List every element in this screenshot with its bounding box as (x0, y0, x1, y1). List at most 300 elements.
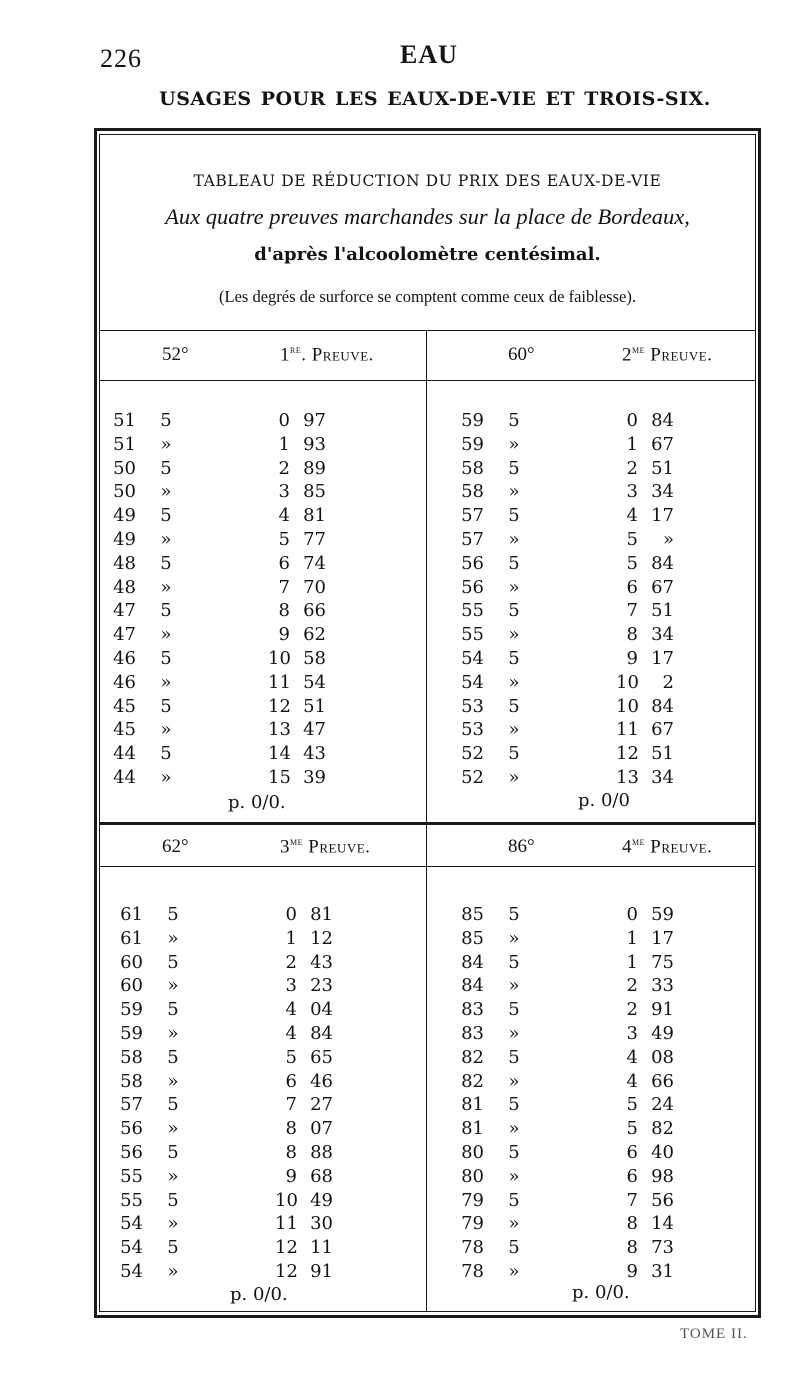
degree-cell: 55 (120, 1165, 143, 1187)
price-francs-cell: 9 (626, 648, 638, 669)
price-centimes-cell: 24 (651, 1094, 674, 1116)
price-centimes-cell: 33 (651, 975, 674, 997)
degree-cell: 55 (461, 600, 484, 622)
table-row (456, 743, 756, 767)
half-degree-cell: » (508, 1165, 520, 1187)
degree-cell: 61 (120, 927, 143, 949)
half-degree-cell: » (508, 1261, 520, 1282)
table-row (108, 458, 408, 482)
half-degree-cell: 5 (508, 505, 520, 527)
price-francs-cell: 5 (626, 1118, 638, 1140)
price-francs-cell: 8 (626, 624, 638, 646)
half-degree-cell: 5 (160, 552, 172, 574)
price-centimes-cell: 89 (303, 457, 326, 479)
price-francs-cell: 11 (616, 719, 639, 741)
table-row (115, 999, 415, 1023)
price-centimes-cell: » (662, 529, 674, 550)
price-centimes-cell: 82 (651, 1118, 674, 1140)
half-degree-cell: 5 (160, 695, 172, 717)
table-row (108, 743, 408, 767)
degree-cell: 83 (461, 999, 484, 1021)
table-row (115, 1094, 415, 1118)
degree-cell: 51 (113, 410, 136, 431)
block-3-proof: $3^{me}$ Preuve. (280, 836, 371, 858)
half-degree-cell: 5 (160, 743, 172, 765)
price-centimes-cell: 04 (310, 999, 333, 1021)
degree-cell: 58 (461, 481, 484, 503)
price-francs-cell: 2 (626, 999, 638, 1021)
block-1-proof: 1re. Preuve. (280, 344, 374, 366)
half-degree-cell: » (508, 1070, 520, 1092)
table-row (115, 1142, 415, 1166)
table-row (108, 481, 408, 505)
degree-cell: 53 (461, 695, 484, 717)
half-degree-cell: 5 (508, 1142, 520, 1163)
price-francs-cell: 12 (275, 1261, 298, 1282)
price-francs-cell: 1 (278, 433, 290, 455)
half-degree-cell: » (160, 576, 172, 598)
half-degree-cell: » (167, 1213, 179, 1235)
table-row (456, 1190, 756, 1214)
price-francs-cell: 3 (626, 481, 638, 503)
table-row (115, 904, 415, 928)
price-centimes-cell: 43 (303, 743, 326, 765)
price-francs-cell: 6 (626, 1142, 638, 1163)
table-row (108, 553, 408, 577)
half-degree-cell: 5 (508, 904, 520, 925)
half-degree-cell: 5 (508, 1094, 520, 1116)
price-francs-cell: 1 (285, 927, 297, 949)
degree-cell: 54 (461, 648, 484, 669)
degree-cell: 82 (461, 1070, 484, 1092)
price-francs-cell: 3 (285, 975, 297, 997)
degree-cell: 44 (113, 767, 136, 788)
price-francs-cell: 8 (285, 1142, 297, 1163)
price-centimes-cell: 58 (303, 648, 326, 669)
table-subtitle: Aux quatre preuves marchandes sur la place de Bordeaux, (165, 204, 690, 229)
price-centimes-cell: 17 (651, 927, 674, 949)
price-francs-cell: 7 (626, 600, 638, 622)
table-row (108, 696, 408, 720)
half-degree-cell: » (508, 767, 520, 788)
degree-cell: 54 (120, 1237, 143, 1259)
degree-cell: 50 (113, 481, 136, 503)
degree-cell: 59 (461, 433, 484, 455)
degree-cell: 51 (113, 433, 136, 455)
table-row (456, 904, 756, 928)
degree-cell: 82 (461, 1046, 484, 1068)
degree-cell: 45 (113, 695, 136, 717)
table-row (108, 719, 408, 743)
degree-cell: 56 (120, 1118, 143, 1140)
price-francs-cell: 7 (285, 1094, 297, 1116)
table-row (108, 624, 408, 648)
degree-cell: 56 (461, 576, 484, 598)
price-francs-cell: 6 (626, 576, 638, 598)
degree-cell: 83 (461, 1023, 484, 1044)
table-method: d'après l'alcoolomètre centésimal. (254, 244, 601, 265)
degree-cell: 52 (461, 767, 484, 788)
price-francs-cell: 4 (285, 1023, 297, 1044)
price-centimes-cell: 40 (651, 1142, 674, 1163)
degree-cell: 44 (113, 743, 136, 765)
table-row (456, 1094, 756, 1118)
half-degree-cell: 5 (167, 1189, 179, 1211)
degree-cell: 60 (120, 951, 143, 973)
price-francs-cell: 0 (626, 904, 638, 925)
half-degree-cell: 5 (508, 1237, 520, 1259)
price-centimes-cell: 47 (303, 719, 326, 741)
degree-cell: 85 (461, 904, 484, 925)
running-title: EAU (400, 40, 458, 69)
table-row (456, 1047, 756, 1071)
degree-cell: 59 (120, 999, 143, 1021)
table-row (456, 553, 756, 577)
degree-cell: 80 (461, 1165, 484, 1187)
price-francs-cell: 10 (616, 695, 639, 717)
degree-cell: 59 (461, 410, 484, 431)
price-francs-cell: 12 (275, 1237, 298, 1259)
half-degree-cell: 5 (167, 999, 179, 1021)
block-2-header (508, 344, 753, 368)
price-centimes-cell: 81 (303, 505, 326, 527)
table-row (456, 999, 756, 1023)
table-row (115, 952, 415, 976)
half-degree-cell: 5 (167, 904, 179, 925)
price-centimes-cell: 98 (651, 1165, 674, 1187)
degree-cell: 49 (113, 529, 136, 550)
price-francs-cell: 5 (626, 1094, 638, 1116)
price-francs-cell: 5 (278, 529, 290, 550)
table-row (456, 952, 756, 976)
degree-cell: 55 (120, 1189, 143, 1211)
half-degree-cell: » (508, 481, 520, 503)
block-3-footer: p. 0/0. (230, 1284, 288, 1305)
price-francs-cell: 0 (285, 904, 297, 925)
price-centimes-cell: 70 (303, 576, 326, 598)
half-degree-cell: » (508, 1118, 520, 1140)
degree-cell: 78 (461, 1237, 484, 1259)
half-degree-cell: 5 (508, 1046, 520, 1068)
price-francs-cell: 15 (268, 767, 291, 788)
page-number: 226 (100, 44, 142, 73)
half-degree-cell: » (167, 1070, 179, 1092)
degree-cell: 49 (113, 505, 136, 527)
price-francs-cell: 6 (626, 1165, 638, 1187)
half-degree-cell: » (508, 719, 520, 741)
table-row (456, 529, 756, 553)
price-francs-cell: 1 (626, 433, 638, 455)
price-centimes-cell: 66 (651, 1070, 674, 1092)
price-centimes-cell: 30 (310, 1213, 333, 1235)
degree-cell: 57 (120, 1094, 143, 1116)
price-francs-cell: 8 (626, 1213, 638, 1235)
half-degree-cell: » (167, 1165, 179, 1187)
price-centimes-cell: 31 (651, 1261, 674, 1282)
rule-header-bottom (99, 380, 756, 381)
table-row (456, 928, 756, 952)
price-centimes-cell: 97 (303, 410, 326, 431)
price-francs-cell: 9 (626, 1261, 638, 1282)
table-row (115, 1190, 415, 1214)
page-signature: TOME II. (680, 1326, 748, 1342)
price-centimes-cell: 34 (651, 624, 674, 646)
half-degree-cell: » (167, 975, 179, 997)
price-centimes-cell: 2 (662, 671, 674, 693)
price-centimes-cell: 93 (303, 433, 326, 455)
price-centimes-cell: 34 (651, 767, 674, 788)
price-francs-cell: 1 (626, 927, 638, 949)
half-degree-cell: » (167, 1261, 179, 1282)
price-centimes-cell: 84 (651, 410, 674, 431)
degree-cell: 46 (113, 671, 136, 693)
price-centimes-cell: 68 (310, 1165, 333, 1187)
half-degree-cell: 5 (160, 410, 172, 431)
half-degree-cell: 5 (508, 410, 520, 431)
price-francs-cell: 8 (285, 1118, 297, 1140)
degree-cell: 56 (120, 1142, 143, 1163)
price-francs-cell: 4 (278, 505, 290, 527)
block-4-degree: 86° (508, 836, 535, 857)
block-2-footer: p. 0/0 (578, 790, 630, 811)
degree-cell: 54 (461, 671, 484, 693)
half-degree-cell: 5 (508, 951, 520, 973)
half-degree-cell: 5 (160, 457, 172, 479)
half-degree-cell: » (508, 975, 520, 997)
price-francs-cell: 11 (268, 671, 291, 693)
half-degree-cell: 5 (160, 648, 172, 669)
table-row (115, 1166, 415, 1190)
block-2-proof: $2^{me}$ Preuve. (622, 344, 713, 366)
half-degree-cell: » (167, 1023, 179, 1044)
price-francs-cell: 0 (626, 410, 638, 431)
price-francs-cell: 13 (616, 767, 639, 788)
degree-cell: 81 (461, 1118, 484, 1140)
price-centimes-cell: 11 (310, 1237, 333, 1259)
half-degree-cell: » (508, 927, 520, 949)
table-row (456, 1213, 756, 1237)
block-1-footer: p. 0/0. (228, 792, 286, 813)
price-centimes-cell: 59 (651, 904, 674, 925)
degree-cell: 47 (113, 624, 136, 646)
table-row (456, 767, 756, 791)
table-row (108, 505, 408, 529)
block-3-degree: 62° (162, 836, 189, 857)
table-row (456, 672, 756, 696)
table-row (456, 1023, 756, 1047)
table-row (456, 481, 756, 505)
price-francs-cell: 5 (626, 552, 638, 574)
price-centimes-cell: 67 (651, 576, 674, 598)
price-francs-cell: 0 (278, 410, 290, 431)
half-degree-cell: » (508, 1023, 520, 1044)
price-centimes-cell: 07 (310, 1118, 333, 1140)
price-centimes-cell: 66 (303, 600, 326, 622)
half-degree-cell: » (160, 433, 172, 455)
price-centimes-cell: 56 (651, 1189, 674, 1211)
table-row (108, 767, 408, 791)
degree-cell: 48 (113, 552, 136, 574)
rule-top (99, 330, 756, 331)
price-centimes-cell: 08 (651, 1046, 674, 1068)
price-centimes-cell: 74 (303, 552, 326, 574)
running-head (100, 40, 720, 80)
table-row (108, 529, 408, 553)
table-row (456, 624, 756, 648)
degree-cell: 85 (461, 927, 484, 949)
block-4-proof: $4^{me}$ Preuve. (622, 836, 713, 858)
table-row (456, 1118, 756, 1142)
half-degree-cell: 5 (167, 1094, 179, 1116)
price-centimes-cell: 23 (310, 975, 333, 997)
block-1-degree: 52° (162, 344, 189, 365)
price-centimes-cell: 73 (651, 1237, 674, 1259)
rule-header-bottom-2 (99, 866, 756, 867)
block-1-header (162, 344, 422, 368)
price-centimes-cell: 12 (310, 927, 333, 949)
price-centimes-cell: 17 (651, 648, 674, 669)
block-3-header (162, 836, 422, 860)
table-row (108, 600, 408, 624)
half-degree-cell: » (508, 529, 520, 550)
price-francs-cell: 11 (275, 1213, 298, 1235)
degree-cell: 79 (461, 1213, 484, 1235)
half-degree-cell: » (160, 767, 172, 788)
table-row (115, 1213, 415, 1237)
half-degree-cell: 5 (508, 1189, 520, 1211)
degree-cell: 50 (113, 457, 136, 479)
half-degree-cell: » (160, 624, 172, 646)
half-degree-cell: » (160, 719, 172, 741)
price-centimes-cell: 54 (303, 671, 326, 693)
block-4-header (508, 836, 753, 860)
degree-cell: 60 (120, 975, 143, 997)
half-degree-cell: 5 (167, 1142, 179, 1163)
degree-cell: 84 (461, 951, 484, 973)
table-row (456, 696, 756, 720)
price-francs-cell: 4 (626, 1070, 638, 1092)
price-centimes-cell: 49 (310, 1189, 333, 1211)
half-degree-cell: » (508, 671, 520, 693)
price-centimes-cell: 62 (303, 624, 326, 646)
price-francs-cell: 3 (278, 481, 290, 503)
price-centimes-cell: 49 (651, 1023, 674, 1044)
price-centimes-cell: 43 (310, 951, 333, 973)
degree-cell: 80 (461, 1142, 484, 1163)
table-row (115, 1071, 415, 1095)
degree-cell: 57 (461, 505, 484, 527)
table-row (115, 1023, 415, 1047)
price-centimes-cell: 39 (303, 767, 326, 788)
price-francs-cell: 5 (285, 1046, 297, 1068)
price-francs-cell: 8 (278, 600, 290, 622)
table-row (108, 410, 408, 434)
price-francs-cell: 2 (285, 951, 297, 973)
table-row (456, 410, 756, 434)
half-degree-cell: » (508, 433, 520, 455)
degree-cell: 78 (461, 1261, 484, 1282)
price-centimes-cell: 67 (651, 433, 674, 455)
block-4-footer: p. 0/0. (572, 1282, 630, 1303)
price-francs-cell: 9 (278, 624, 290, 646)
degree-cell: 84 (461, 975, 484, 997)
table-row (108, 672, 408, 696)
price-francs-cell: 7 (278, 576, 290, 598)
table-heading: TABLEAU DE RÉDUCTION DU PRIX DES EAUX-DE-VIE (193, 172, 662, 190)
half-degree-cell: 5 (508, 600, 520, 622)
table-row (115, 928, 415, 952)
half-degree-cell: 5 (508, 999, 520, 1021)
degree-cell: 58 (120, 1070, 143, 1092)
degree-cell: 47 (113, 600, 136, 622)
table-row (456, 600, 756, 624)
table-row (115, 1118, 415, 1142)
block-2-degree: 60° (508, 344, 535, 365)
table-row (115, 975, 415, 999)
degree-cell: 55 (461, 624, 484, 646)
column-divider (426, 330, 427, 1312)
table-row (115, 1047, 415, 1071)
price-francs-cell: 2 (626, 975, 638, 997)
price-centimes-cell: 14 (651, 1213, 674, 1235)
degree-cell: 79 (461, 1189, 484, 1211)
rule-middle (99, 822, 756, 825)
table-row (115, 1261, 415, 1285)
table-row (115, 1237, 415, 1261)
price-francs-cell: 4 (626, 1046, 638, 1068)
table-note: (Les degrés de surforce se comptent comme ceux de faiblesse). (219, 287, 636, 306)
price-francs-cell: 12 (616, 743, 639, 765)
table-row (108, 648, 408, 672)
degree-cell: 59 (120, 1023, 143, 1044)
table-row (456, 975, 756, 999)
half-degree-cell: » (508, 576, 520, 598)
table-row (456, 505, 756, 529)
price-centimes-cell: 51 (651, 743, 674, 765)
degree-cell: 54 (120, 1213, 143, 1235)
half-degree-cell: 5 (167, 1237, 179, 1259)
table-row (108, 577, 408, 601)
price-centimes-cell: 51 (651, 457, 674, 479)
price-francs-cell: 1 (626, 951, 638, 973)
table-row (456, 434, 756, 458)
price-centimes-cell: 77 (303, 529, 326, 550)
degree-cell: 54 (120, 1261, 143, 1282)
table-row (456, 1237, 756, 1261)
degree-cell: 48 (113, 576, 136, 598)
degree-cell: 58 (461, 457, 484, 479)
half-degree-cell: » (508, 1213, 520, 1235)
degree-cell: 57 (461, 529, 484, 550)
half-degree-cell: 5 (508, 648, 520, 669)
price-centimes-cell: 46 (310, 1070, 333, 1092)
degree-cell: 56 (461, 552, 484, 574)
price-francs-cell: 5 (626, 529, 638, 550)
degree-cell: 58 (120, 1046, 143, 1068)
price-francs-cell: 10 (268, 648, 291, 669)
half-degree-cell: 5 (508, 695, 520, 717)
half-degree-cell: 5 (508, 743, 520, 765)
price-centimes-cell: 51 (303, 695, 326, 717)
degree-cell: 46 (113, 648, 136, 669)
degree-cell: 81 (461, 1094, 484, 1116)
price-centimes-cell: 65 (310, 1046, 333, 1068)
price-francs-cell: 2 (626, 457, 638, 479)
price-centimes-cell: 75 (651, 951, 674, 973)
table-row (456, 1071, 756, 1095)
price-francs-cell: 12 (268, 695, 291, 717)
price-centimes-cell: 91 (651, 999, 674, 1021)
